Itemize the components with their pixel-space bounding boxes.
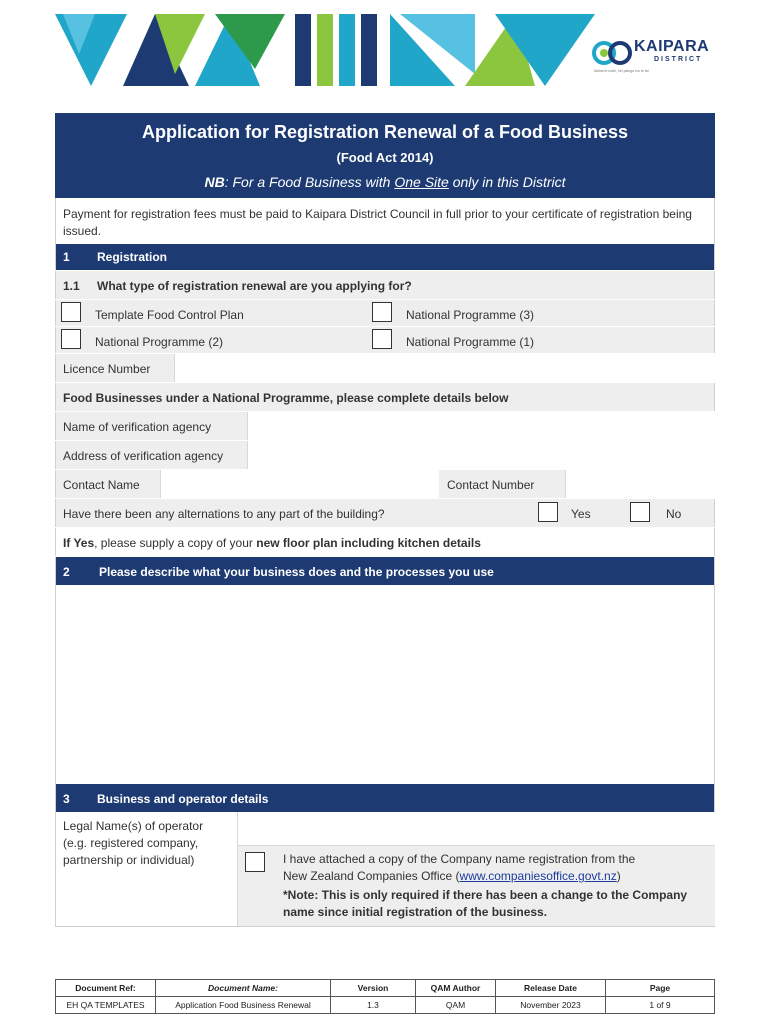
section-3-header: [55, 784, 715, 812]
nb-underline: One Site: [394, 174, 449, 190]
footer-header-row: [56, 980, 715, 997]
section-2-num: 2: [63, 565, 70, 579]
footer-header-cell: Document Name:: [156, 980, 331, 997]
alterations-question: Have there been any alternations to any part of the building?: [63, 507, 385, 521]
business-description-textarea[interactable]: [55, 585, 715, 784]
section-3-title: Business and operator details: [97, 792, 269, 806]
nb-text-end: only in this District: [448, 174, 566, 190]
no-label: No: [666, 507, 682, 521]
checkbox-national-programme-3[interactable]: [372, 302, 392, 322]
option-label: National Programme (2): [95, 335, 224, 349]
footer-value-cell: 1 of 9: [606, 997, 715, 1014]
footer-value-row: [56, 997, 715, 1014]
kaipara-logo: [592, 36, 712, 76]
contact-number-label: Contact Number: [447, 478, 535, 492]
contact-name-input[interactable]: [160, 470, 439, 498]
verification-agency-address-input[interactable]: [247, 441, 715, 469]
attachment-line-2-text: New Zealand Companies Office (: [283, 869, 460, 883]
options-row-2: [55, 327, 715, 353]
form-title: Application for Registration Renewal of a Food Business: [141, 122, 629, 142]
section-1-num: 1: [63, 250, 70, 264]
footer-header-cell: Document Ref:: [56, 980, 156, 997]
footer-value-cell: Application Food Business Renewal: [156, 997, 331, 1014]
contact-number-input[interactable]: [565, 470, 715, 498]
floor-plan-note: [63, 536, 481, 550]
companies-office-link[interactable]: www.companiesoffice.govt.nz: [459, 869, 617, 883]
legal-name-input[interactable]: [237, 812, 715, 846]
logo-sub: DISTRICT: [654, 56, 703, 63]
form-subtitle: (Food Act 2014): [336, 150, 434, 165]
floor-note-text: , please supply a copy of your: [94, 536, 257, 550]
verif-address-label: Address of verification agency: [63, 449, 224, 463]
nb-note: [55, 174, 715, 190]
footer-value-cell: November 2023: [496, 997, 606, 1014]
nb-text: : For a Food Business with: [224, 174, 395, 190]
note-line-2: name since initial registration of the business.: [283, 905, 548, 919]
attachment-block: [237, 846, 715, 926]
logo-name: KAIPARA: [634, 38, 710, 55]
attachment-line-1: I have attached a copy of the Company name registration from the: [283, 852, 636, 866]
floor-plan-row: [55, 528, 715, 556]
verif-name-row: [55, 412, 715, 440]
legal-name-label: [63, 818, 203, 869]
footer-header-cell: Page: [606, 980, 715, 997]
checkbox-national-programme-2[interactable]: [61, 329, 81, 349]
nb-prefix: NB: [204, 174, 225, 190]
footer-value-cell: QAM: [416, 997, 496, 1014]
section-1-header: [55, 244, 715, 270]
floor-note-bold: new floor plan including kitchen details: [256, 536, 481, 550]
section-2-title: Please describe what your business does and the processes you use: [99, 565, 494, 579]
floor-note-if-yes: If Yes: [63, 536, 95, 550]
legal-label-line-1: Legal Name(s) of operator: [63, 819, 204, 833]
footer-header-cell: Version: [331, 980, 416, 997]
question-1-1-row: [55, 271, 715, 299]
operator-details-block: [55, 812, 715, 927]
option-label: National Programme (1): [406, 335, 535, 349]
question-text: What type of registration renewal are you applying for?: [97, 279, 412, 293]
question-num: 1.1: [63, 279, 80, 293]
attachment-line-2: [283, 868, 687, 885]
option-label: Template Food Control Plan: [95, 308, 244, 322]
alterations-row: [55, 499, 715, 527]
yes-label: Yes: [571, 507, 591, 521]
np-heading-row: [55, 383, 715, 411]
contact-name-label: Contact Name: [63, 478, 140, 492]
legal-label-line-3: partnership or individual): [63, 853, 195, 867]
checkbox-alterations-yes[interactable]: [538, 502, 558, 522]
logo-swirl-icon: [592, 40, 632, 66]
footer-value-cell: 1.3: [331, 997, 416, 1014]
licence-label: Licence Number: [63, 362, 151, 376]
legal-label-line-2: (e.g. registered company,: [63, 836, 199, 850]
payment-note: Payment for registration fees must be paid to Kaipara District Council in full prior to your certificate of registration being issued.: [63, 207, 692, 238]
note-line-1: *Note: This is only required if there has been a change to the Company: [283, 888, 688, 902]
checkbox-national-programme-1[interactable]: [372, 329, 392, 349]
logo-tagline: Mahia te mahi, hei painga mo te iwi: [594, 69, 649, 73]
checkbox-template-fcp[interactable]: [61, 302, 81, 322]
footer-header-cell: QAM Author: [416, 980, 496, 997]
footer-value-cell: EH QA TEMPLATES: [56, 997, 156, 1014]
payment-note-row: [55, 198, 715, 244]
section-3-num: 3: [63, 792, 70, 806]
attachment-text: [283, 851, 687, 921]
verif-name-label: Name of verification agency: [63, 420, 212, 434]
section-1-title: Registration: [97, 250, 168, 264]
contact-row: [55, 470, 715, 498]
checkbox-company-registration[interactable]: [245, 852, 265, 872]
option-label: National Programme (3): [406, 308, 535, 322]
form-header: [55, 113, 715, 198]
checkbox-alterations-no[interactable]: [630, 502, 650, 522]
np-heading: Food Businesses under a National Programme, please complete details below: [63, 391, 509, 405]
options-row-1: [55, 300, 715, 326]
verification-agency-name-input[interactable]: [247, 412, 715, 440]
attachment-line-2-end: ): [616, 869, 621, 883]
licence-row: [55, 354, 715, 382]
section-2-header: [55, 557, 715, 585]
licence-number-input[interactable]: [174, 354, 715, 382]
verif-address-row: [55, 441, 715, 469]
footer-header-cell: Release Date: [496, 980, 606, 997]
decorative-banner: [55, 14, 595, 86]
document-footer-table: [55, 979, 715, 1014]
